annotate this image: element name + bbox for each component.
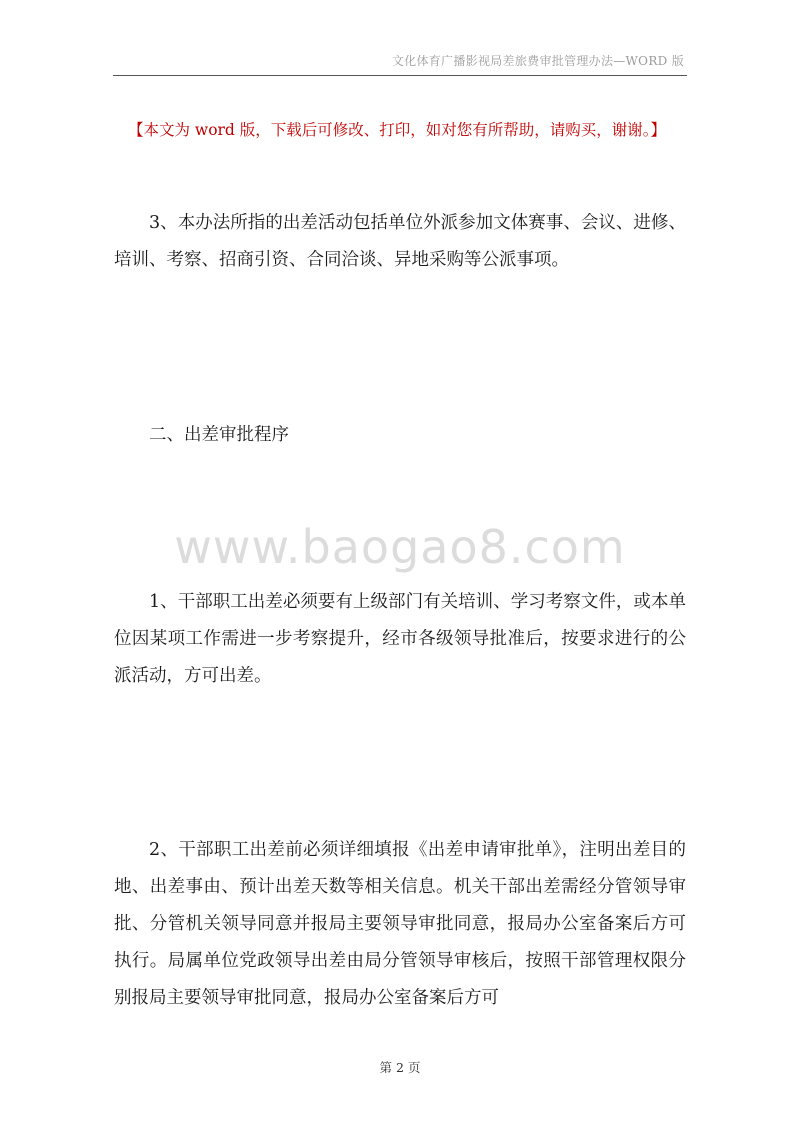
page-header-title: 文化体育广播影视局差旅费审批管理办法—WORD 版 bbox=[391, 54, 684, 68]
page-number: 第 2 页 bbox=[379, 1060, 421, 1075]
section-heading: 二、出差审批程序 bbox=[149, 425, 289, 445]
purchase-notice: 【本文为 word 版，下载后可修改、打印，如对您有所帮助，请购买，谢谢。】 bbox=[128, 121, 667, 139]
header-divider bbox=[113, 75, 687, 76]
paragraph-scope: 3、本办法所指的出差活动包括单位外派参加文体赛事、会议、进修、培训、考察、招商引资、合同洽谈、异地采购等公派事项。 bbox=[114, 213, 686, 270]
watermark: www.baogao8.com bbox=[174, 520, 626, 574]
paragraph-rule-1: 1、干部职工出差必须要有上级部门有关培训、学习考察文件，或本单位因某项工作需进一步考察提升，经市各级领导批准后，按要求进行的公派活动，方可出差。 bbox=[114, 592, 686, 686]
paragraph-rule-2: 2、干部职工出差前必须详细填报《出差申请审批单》，注明出差目的地、出差事由、预计出差天数等相关信息。机关干部出差需经分管领导审批、分管机关领导同意并报局主要领导审批同意，报局办公室备案后方可执行。局属单位党政领导出差由局分管领导审核后，按照干部管理权限分别报局主要领导审批同意，报局办公室备案后方可 bbox=[114, 840, 686, 1008]
